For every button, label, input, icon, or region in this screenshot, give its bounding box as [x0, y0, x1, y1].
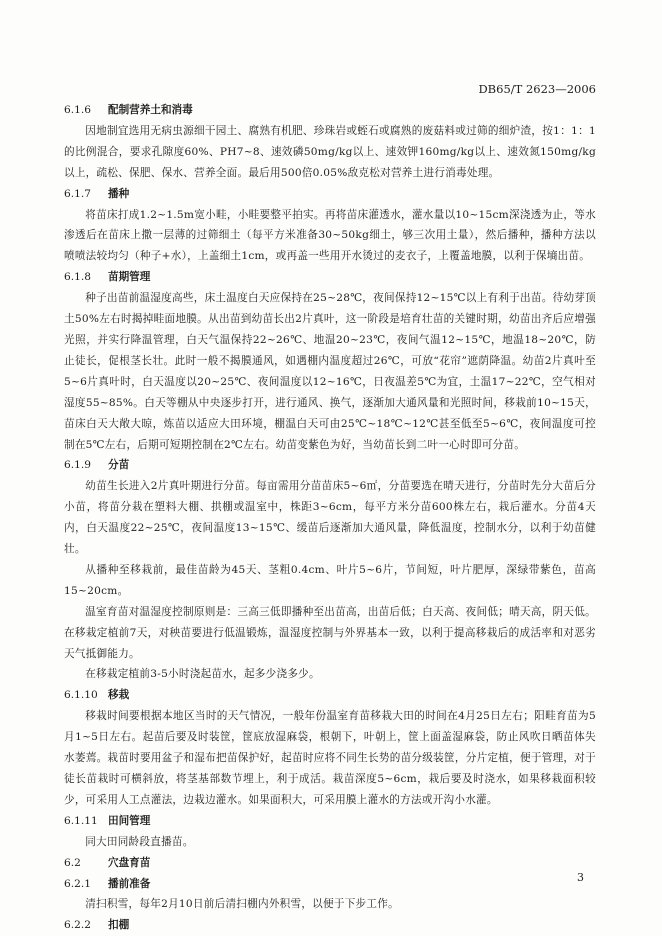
paragraph: 在移栽定植前3-5小时浇起苗水，起多少浇多少。 — [85, 668, 320, 681]
paragraph: 因地制宜选用无病虫源细干园土、腐熟有机肥、珍珠岩或蛭石或腐熟的废菇料或过筛的细炉渣，按1：1：1的比例混合，要求孔隙度60%、PH7~8、速效磷50mg/kg以上、速效钾160mg/kg以上、速效氮150mg/kg以上，疏松、保肥、保水、营养全面。最后用500倍0.05%敌克松对营养土进行消毒处理。 — [64, 124, 596, 179]
section-heading — [64, 100, 596, 121]
section-heading — [64, 874, 596, 895]
document-body — [64, 100, 596, 936]
section-title: 苗期管理 — [108, 271, 151, 284]
section-title: 穴盘育苗 — [108, 856, 151, 869]
section-heading — [64, 853, 596, 874]
paragraph: 种子出苗前温湿度高些，床土温度白天应保持在25~28℃，夜间保持12~15℃以上有利于出苗。待幼芽顶土50%左右时揭掉畦面地膜。从出苗到幼苗长出2片真叶，这一阶段是培育壮苗的关键时期，幼苗出齐后应增强光照，并实行降温管理，白天气温保持22~26℃、地温20~23℃，夜间气温12~15℃，地温18~20℃，防止徒长，促根茎长壮。此时一般不揭膜通风，如遇棚内温度超过26℃，可放“花帘”遮荫降温。幼苗2片真叶至5~6片真叶时，白天温度以20~25℃、夜间温度以12~16℃，日夜温差5℃为宜，土温17~22℃，空气相对湿度55~85%。白天等棚从中央逐步打开，进行通风、换气，逐渐加大通风量和光照时间，移栽前10~15天，苗床白天大敞大晾，炼苗以适应大田环境，棚温白天可由25℃~18℃~12℃甚至低至5~6℃，夜间温度可控制在5℃左右，后期可短期控制在2℃左右。幼苗变紫色为好，当幼苗长到二叶一心时即可分苗。 — [64, 292, 596, 451]
section-heading — [64, 685, 596, 706]
paragraph: 从播种至移栽前，最佳苗龄为45天、茎粗0.4cm、叶片5~6片，节间短，叶片肥厚，深绿带紫色，苗高15~20cm。 — [64, 563, 596, 597]
section-heading — [64, 267, 596, 288]
paragraph: 同大田同龄段直播苗。 — [85, 835, 194, 848]
section-number: 6.1.6 — [64, 104, 91, 116]
section-heading — [64, 811, 596, 832]
section-title: 田间管理 — [108, 814, 151, 827]
section-number: 6.1.10 — [64, 689, 98, 702]
page-number: 3 — [577, 871, 584, 884]
section-number: 6.1.8 — [64, 271, 91, 284]
section-title: 分苗 — [108, 459, 130, 472]
paragraph: 温室育苗对温湿度控制原则是：三高三低即播种至出苗高，出苗后低；白天高、夜间低；晴天高，阴天低。在移栽定植前7天，对秧苗要进行低温锻炼，温湿度控制与外界基本一致，以利于提高移栽后的成活率和对恶劣天气抵御能力。 — [64, 605, 596, 660]
paragraph: 清扫积雪，每年2月10日前后清扫棚内外积雪，以便于下步工作。 — [85, 898, 399, 911]
section-number: 6.1.11 — [64, 814, 98, 827]
section-title: 配制营养土和消毒 — [108, 104, 193, 116]
document-code: DB65/T 2623—2006 — [478, 82, 596, 96]
section-number: 6.2.2 — [64, 919, 91, 932]
section-number: 6.2.1 — [64, 877, 91, 890]
section-heading — [64, 184, 596, 205]
paragraph: 幼苗生长进入2片真叶期进行分苗。每亩需用分苗苗床5~6㎡，分苗要选在晴天进行，分苗时先分大苗后分小苗，将苗分栽在塑料大棚、拱棚或温室中，株距3~6cm，每平方米分苗600株左右，栽后灌水。分苗4天内，白天温度22~25℃，夜间温度13~15℃、缓苗后逐渐加大通风量，降低温度，控制水分，以利于幼苗健壮。 — [64, 480, 596, 556]
paragraph: 将苗床打成1.2~1.5m宽小畦，小畦要整平拍实。再将苗床灌透水，灌水量以10~15cm深浇透为止，等水渗透后在苗床上撒一层薄的过筛细土（每平方米准备30~50kg细土，够三次用土量），然后播种，播种方法以喷喷法较均匀（种子+水），上盖细土1cm，或再盖一些用开水烫过的麦衣子，上覆盖地膜，以利于保墒出苗。 — [64, 208, 596, 263]
section-number: 6.1.9 — [64, 459, 91, 472]
paragraph: 移栽时间要根据本地区当时的天气情况，一般年份温室育苗移栽大田的时间在4月25日左右；阳畦育苗为5月1~5日左右。起苗后要及时装筐，筐底放湿麻袋，根朝下，叶朝上，筐上面盖湿麻袋，防止风吹日晒苗体失水萎蔫。栽苗时要用盆子和湿布把苗保护好，起苗时应将不同生长势的苗分级装筐，分片定植，便于管理，对于徒长苗栽时可横斜放，将茎基部数节埋上，利于成活。栽苗深度5~6cm，栽后要及时浇水，如果移栽面积较少，可采用人工点灌法，边栽边灌水。如果面积大，可采用膜上灌水的方法或开沟小水灌。 — [64, 710, 596, 806]
section-number: 6.1.7 — [64, 187, 91, 200]
section-heading — [64, 915, 596, 936]
section-title: 播种 — [108, 187, 130, 200]
section-number: 6.2 — [64, 856, 81, 869]
section-title: 扣棚 — [108, 919, 130, 932]
section-title: 播前准备 — [108, 877, 151, 890]
section-title: 移栽 — [108, 689, 130, 702]
section-heading — [64, 455, 596, 476]
